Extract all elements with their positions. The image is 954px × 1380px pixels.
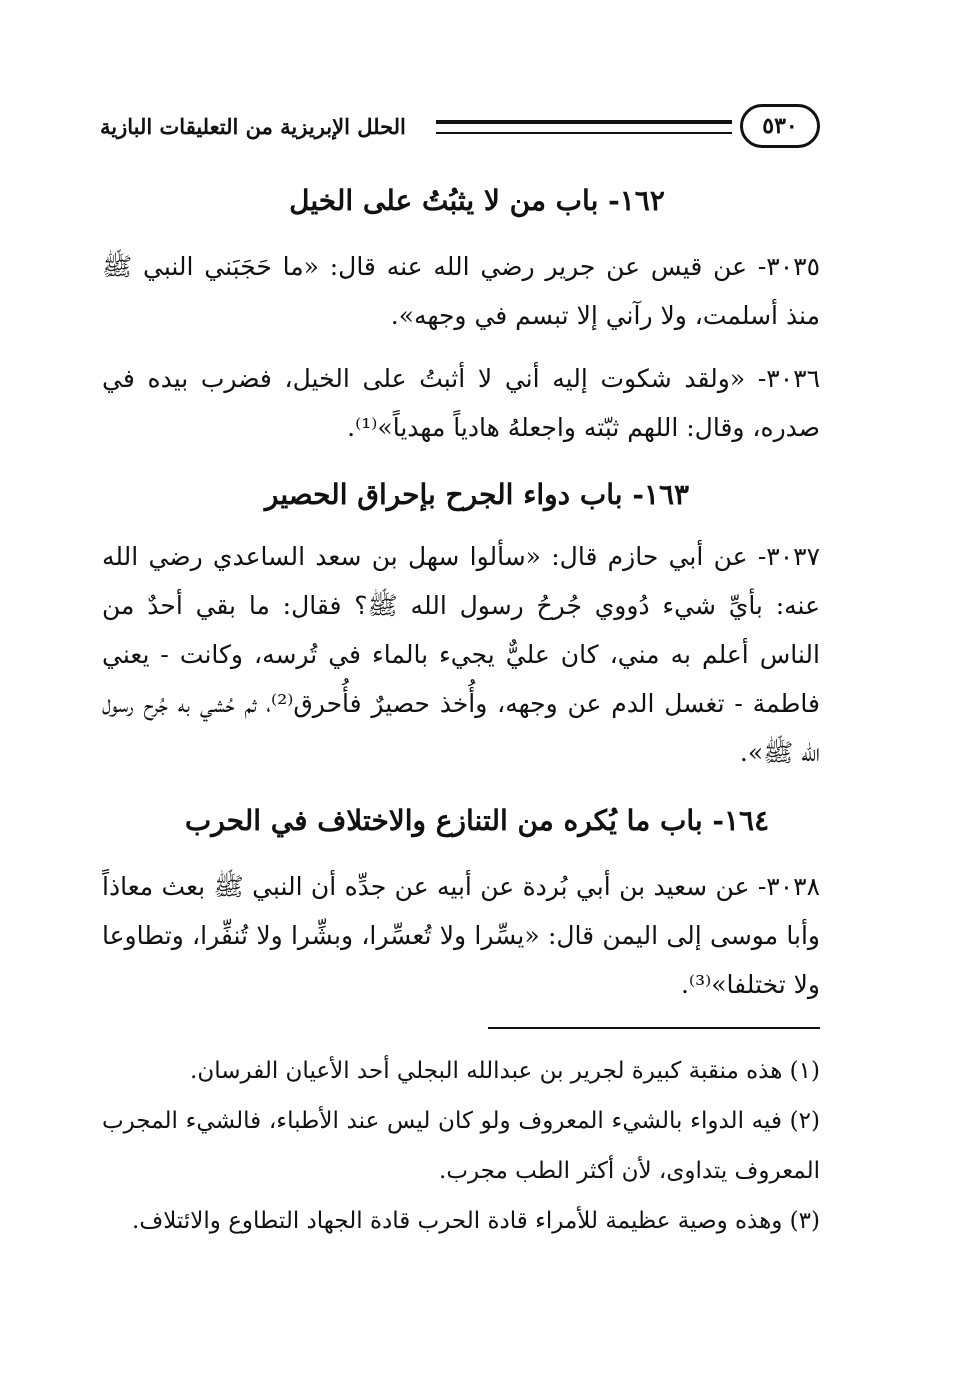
footnote-3: (٣) وهذه وصية عظيمة للأمراء قادة الحرب قادة الجهاد التطاوع والائتلاف.: [132, 1208, 820, 1234]
hadith-3035: ٣٠٣٥- عن قيس عن جرير رضي الله عنه قال: «ما حَجَبَني النبي ﷺ منذ أسلمت، ولا رآني إلا تبسم في وجهه».: [102, 252, 820, 330]
header-rule: [436, 120, 732, 134]
footnote-1: (١) هذه منقبة كبيرة لجرير بن عبدالله البجلي أحد الأعيان الفرسان.: [190, 1058, 820, 1084]
chapter-heading-162: ١٦٢- باب من لا يثبُتُ على الخيل: [289, 184, 665, 217]
hadith-3036: ٣٠٣٦- «ولقد شكوت إليه أني لا أثبتُ على الخيل، فضرب بيده في صدره، وقال: اللهم ثبّته واجعلهُ هادياً مهدياً»⁽¹⁾.: [102, 364, 820, 442]
footnotes: [102, 1046, 820, 1246]
page-number: ٥٣٠: [740, 104, 820, 148]
book-title: الحلل الإبريزية من التعليقات البازية: [100, 114, 406, 139]
chapter-heading-163: ١٦٣- باب دواء الجرح بإحراق الحصير: [264, 478, 690, 511]
page-header: [100, 100, 820, 156]
hadith-3037: ٣٠٣٧- عن أبي حازم قال: «سألوا سهل بن سعد الساعدي رضي الله عنه: بأيِّ شيء دُووي جُرحُ رسول الله ﷺ؟ فقال: ما بقي أحدٌ من الناس أعلم به مني، كان عليٌّ يجيء بالماء في تُرسه، وكانت - يعني فاطمة - تغسل الدم عن وجهه، وأُخذ حصيرٌ فأُحرق⁽²⁾، ثم حُشي به جُرح رسول الله ﷺ».: [102, 542, 820, 767]
chapter-heading-164: ١٦٤- باب ما يُكره من التنازع والاختلاف في الحرب: [184, 804, 770, 837]
footnote-separator: [488, 1027, 820, 1029]
hadith-3038: ٣٠٣٨- عن سعيد بن أبي بُردة عن أبيه عن جدِّه أن النبي ﷺ بعث معاذاً وأبا موسى إلى اليمن قال: «يسِّرا ولا تُعسِّرا، وبشِّرا ولا تُنفِّرا، وتطاوعا ولا تختلفا»⁽³⁾.: [102, 872, 820, 999]
footnote-2: (٢) فيه الدواء بالشيء المعروف ولو كان ليس عند الأطباء، فالشيء المجرب المعروف يتداوى، لأن أكثر الطب مجرب.: [102, 1108, 820, 1184]
